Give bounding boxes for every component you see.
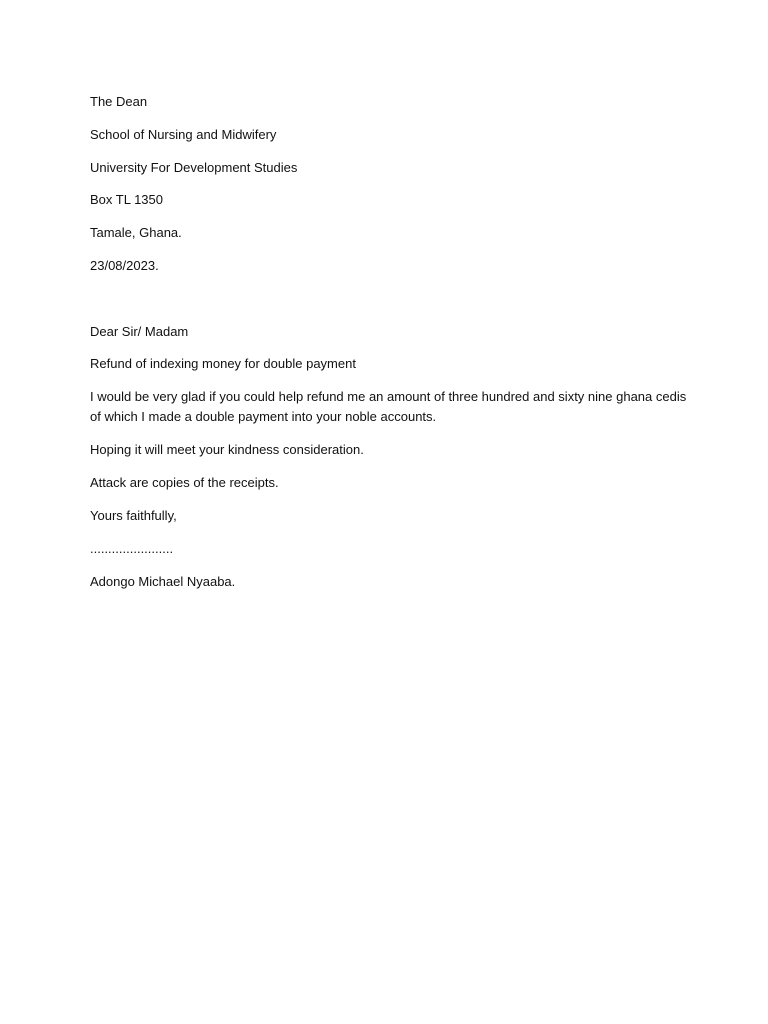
recipient-box: Box TL 1350	[90, 192, 163, 207]
body-line: of which I made a double payment into your noble accounts.	[90, 409, 437, 424]
letter-date: 23/08/2023.	[90, 258, 159, 273]
recipient-title: The Dean	[90, 94, 148, 109]
closing-line: Yours faithfully,	[90, 508, 177, 523]
hope-line: Hoping it will meet your kindness consideration.	[90, 442, 364, 457]
recipient-university: University For Development Studies	[90, 160, 298, 175]
body-paragraph	[90, 387, 690, 427]
body-line: I would be very glad if you could help refund me an amount of three hundred and sixty nine ghana cedis	[90, 389, 687, 404]
attachment-line: Attack are copies of the receipts.	[90, 475, 279, 490]
recipient-city: Tamale, Ghana.	[90, 225, 182, 240]
signature-line: .......................	[90, 541, 174, 556]
subject-line: Refund of indexing money for double payment	[90, 356, 356, 371]
salutation: Dear Sir/ Madam	[90, 324, 189, 339]
sender-name: Adongo Michael Nyaaba.	[90, 574, 236, 589]
recipient-school: School of Nursing and Midwifery	[90, 127, 277, 142]
